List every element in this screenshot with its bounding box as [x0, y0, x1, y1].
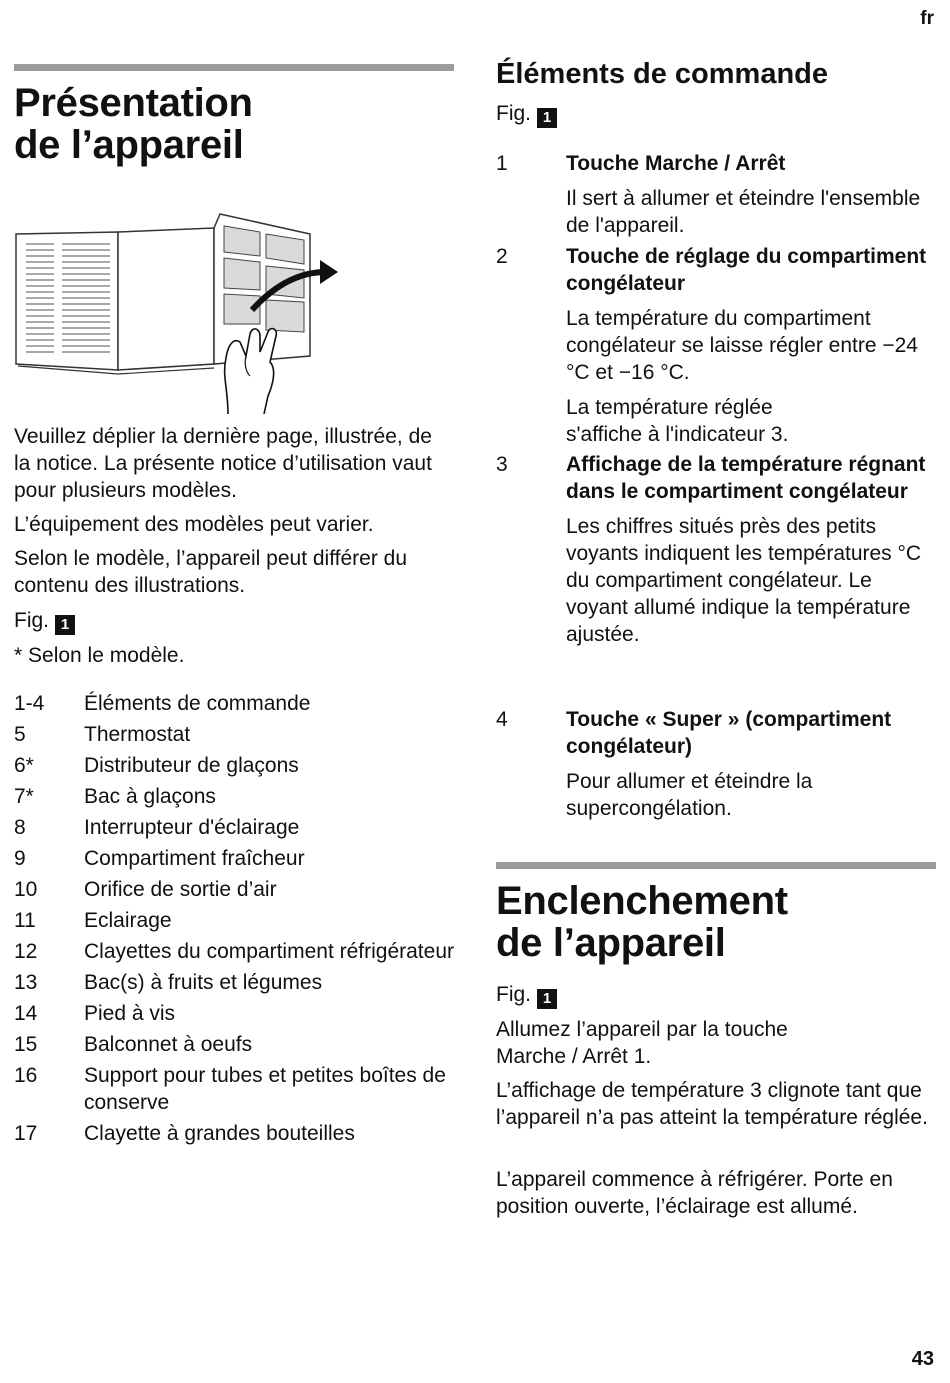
list-item [14, 938, 454, 965]
intro-paragraph: Veuillez déplier la dernière page, illustrée, de la notice. La présente notice d’utilisation vaut pour plusieurs modèles. [14, 425, 432, 502]
figure-number-badge: 1 [537, 989, 557, 1009]
list-item [14, 1120, 454, 1147]
figure-label: Fig. [496, 983, 532, 1006]
figure-label: Fig. [496, 102, 532, 125]
title-line: de l’appareil [496, 921, 726, 965]
title-line: Présentation [14, 81, 253, 125]
section-title-enclenchement [496, 880, 936, 964]
item-number: 5 [14, 723, 26, 746]
control-description: Il sert à allumer et éteindre l'ensemble de l'appareil. [566, 187, 921, 237]
control-item [496, 706, 936, 822]
list-item [14, 783, 454, 810]
page-number: 43 [911, 1348, 934, 1370]
control-heading: Touche « Super » (compartiment congélateur) [566, 708, 892, 758]
item-number: 10 [14, 878, 38, 901]
item-label: Eclairage [84, 909, 172, 932]
item-label: Clayette à grandes bouteilles [84, 1122, 355, 1145]
control-heading: Touche de réglage du compartiment congélateur [566, 245, 927, 295]
item-label: Bac(s) à fruits et légumes [84, 971, 323, 994]
control-heading: Affichage de la température régnant dans le compartiment congélateur [566, 453, 926, 503]
language-code: fr [920, 8, 934, 29]
temperature-display-paragraph: L’affichage de température 3 clignote tant que l’appareil n’a pas atteint la température réglée. [496, 1079, 928, 1129]
item-label: Pied à vis [84, 1002, 176, 1025]
cooling-paragraph: L’appareil commence à réfrigérer. Porte en position ouverte, l’éclairage est allumé. [496, 1168, 893, 1218]
control-number: 2 [496, 245, 508, 268]
item-label: Support pour tubes et petites boîtes de conserve [84, 1064, 446, 1114]
list-item [14, 969, 454, 996]
item-number: 6* [14, 754, 34, 777]
footnote: * Selon le modèle. [14, 644, 185, 667]
title-line: Enclenchement [496, 879, 788, 923]
control-number: 3 [496, 453, 508, 476]
item-number: 8 [14, 816, 26, 839]
item-label: Compartiment fraîcheur [84, 847, 305, 870]
switch-on-paragraph: Allumez l’appareil par la touche Marche / Arrêt 1. [496, 1018, 788, 1068]
figure-reference [496, 100, 557, 128]
control-item [496, 243, 936, 448]
item-label: Distributeur de glaçons [84, 754, 299, 777]
control-description: La température du compartiment congélateur se laisse régler entre −24 °C et −16 °C. [566, 307, 918, 384]
equipment-paragraph: L’équipement des modèles peut varier. [14, 513, 374, 536]
item-number: 7* [14, 785, 34, 808]
item-label: Éléments de commande [84, 692, 311, 715]
list-item [14, 690, 454, 717]
figure-reference [14, 607, 75, 635]
title-line: de l’appareil [14, 123, 244, 167]
item-number: 13 [14, 971, 38, 994]
item-number: 16 [14, 1064, 38, 1087]
unfold-page-illustration [14, 206, 344, 414]
figure-reference [496, 981, 557, 1009]
item-label: Balconnet à oeufs [84, 1033, 253, 1056]
figure-label: Fig. [14, 609, 50, 632]
item-label: Interrupteur d'éclairage [84, 816, 300, 839]
list-item [14, 845, 454, 872]
section-rule [14, 64, 454, 71]
item-number: 17 [14, 1122, 38, 1145]
section-rule [496, 862, 936, 869]
item-number: 15 [14, 1033, 38, 1056]
list-item [14, 814, 454, 841]
list-item [14, 1000, 454, 1027]
list-item [14, 1031, 454, 1058]
control-item [496, 150, 936, 239]
control-description: La température réglée s'affiche à l'indicateur 3. [566, 396, 789, 446]
item-label: Bac à glaçons [84, 785, 216, 808]
list-item [14, 1062, 454, 1116]
item-number: 11 [14, 909, 36, 932]
section-title-presentation [14, 82, 454, 166]
model-difference-paragraph: Selon le modèle, l’appareil peut différer du contenu des illustrations. [14, 547, 408, 597]
item-label: Orifice de sortie d’air [84, 878, 277, 901]
figure-number-badge: 1 [537, 108, 557, 128]
item-number: 14 [14, 1002, 38, 1025]
controls-title: Éléments de commande [496, 58, 828, 90]
control-description: Pour allumer et éteindre la supercongélation. [566, 770, 813, 820]
figure-number-badge: 1 [55, 615, 75, 635]
control-item [496, 451, 936, 648]
list-item [14, 721, 454, 748]
component-list [14, 690, 454, 1151]
control-number: 4 [496, 708, 508, 731]
item-number: 1-4 [14, 692, 45, 715]
item-label: Clayettes du compartiment réfrigérateur [84, 940, 454, 963]
list-item [14, 907, 454, 934]
item-label: Thermostat [84, 723, 191, 746]
list-item [14, 876, 454, 903]
list-item [14, 752, 454, 779]
control-number: 1 [496, 152, 508, 175]
control-description: Les chiffres situés près des petits voyants indiquent les températures °C du compartiment congélateur. Le voyant allumé indique la température ajustée. [566, 515, 922, 646]
item-number: 12 [14, 940, 38, 963]
item-number: 9 [14, 847, 26, 870]
control-heading: Touche Marche / Arrêt [566, 152, 786, 175]
